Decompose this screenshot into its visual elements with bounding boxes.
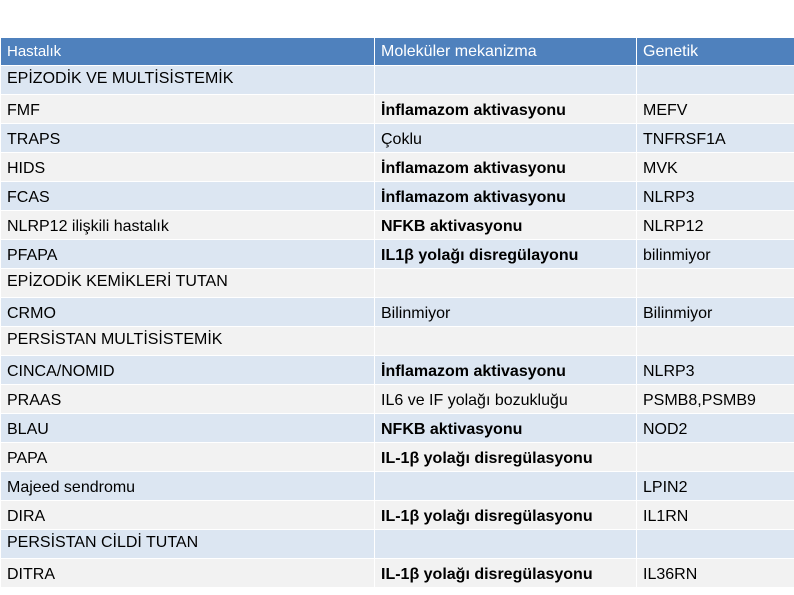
table-row xyxy=(1,211,794,240)
cell-mechanism: IL-1β yolağı disregülasyonu xyxy=(375,501,637,530)
cell-disease: FMF xyxy=(1,95,375,124)
cell-mechanism: İnflamazom aktivasyonu xyxy=(375,182,637,211)
header-genetic: Genetik xyxy=(637,38,794,66)
cell-mechanism: IL1β yolağı disregülayonu xyxy=(375,240,637,269)
cell-disease: PRAAS xyxy=(1,385,375,414)
table-row xyxy=(1,472,794,501)
cell-genetic: NOD2 xyxy=(637,414,794,443)
cell-mechanism: NFKB aktivasyonu xyxy=(375,414,637,443)
cell-genetic xyxy=(637,530,794,559)
cell-mechanism: İnflamazom aktivasyonu xyxy=(375,95,637,124)
table-row xyxy=(1,298,794,327)
cell-genetic: bilinmiyor xyxy=(637,240,794,269)
cell-disease: PAPA xyxy=(1,443,375,472)
table-row xyxy=(1,559,794,588)
cell-disease: HIDS xyxy=(1,153,375,182)
table-row xyxy=(1,95,794,124)
section-row xyxy=(1,269,794,298)
cell-mechanism: IL6 ve IF yolağı bozukluğu xyxy=(375,385,637,414)
cell-genetic: LPIN2 xyxy=(637,472,794,501)
cell-disease: PERSİSTAN CİLDİ TUTAN xyxy=(1,530,375,559)
cell-genetic: MEFV xyxy=(637,95,794,124)
disease-table xyxy=(0,37,794,588)
table-row xyxy=(1,443,794,472)
table-row xyxy=(1,153,794,182)
cell-mechanism xyxy=(375,66,637,95)
cell-mechanism: IL-1β yolağı disregülasyonu xyxy=(375,443,637,472)
cell-disease: EPİZODİK KEMİKLERİ TUTAN xyxy=(1,269,375,298)
cell-disease: EPİZODİK VE MULTİSİSTEMİK xyxy=(1,66,375,95)
cell-genetic xyxy=(637,66,794,95)
table-row xyxy=(1,385,794,414)
cell-genetic xyxy=(637,443,794,472)
cell-genetic: NLRP3 xyxy=(637,356,794,385)
cell-disease: TRAPS xyxy=(1,124,375,153)
cell-disease: Majeed sendromu xyxy=(1,472,375,501)
cell-mechanism: IL-1β yolağı disregülasyonu xyxy=(375,559,637,588)
cell-genetic xyxy=(637,269,794,298)
table-row xyxy=(1,414,794,443)
cell-genetic: TNFRSF1A xyxy=(637,124,794,153)
header-disease: Hastalık xyxy=(1,38,375,66)
section-row xyxy=(1,530,794,559)
cell-disease: DIRA xyxy=(1,501,375,530)
cell-disease: FCAS xyxy=(1,182,375,211)
cell-mechanism xyxy=(375,530,637,559)
cell-disease: PFAPA xyxy=(1,240,375,269)
cell-genetic: Bilinmiyor xyxy=(637,298,794,327)
cell-disease: BLAU xyxy=(1,414,375,443)
section-row xyxy=(1,66,794,95)
table-row xyxy=(1,240,794,269)
table-row xyxy=(1,182,794,211)
cell-genetic: NLRP12 xyxy=(637,211,794,240)
cell-mechanism xyxy=(375,327,637,356)
cell-mechanism: NFKB aktivasyonu xyxy=(375,211,637,240)
table-header-row xyxy=(1,38,794,66)
section-row xyxy=(1,327,794,356)
cell-genetic: IL36RN xyxy=(637,559,794,588)
table-row xyxy=(1,124,794,153)
cell-disease: NLRP12 ilişkili hastalık xyxy=(1,211,375,240)
cell-mechanism: Bilinmiyor xyxy=(375,298,637,327)
cell-mechanism: İnflamazom aktivasyonu xyxy=(375,356,637,385)
cell-disease: CINCA/NOMID xyxy=(1,356,375,385)
cell-mechanism xyxy=(375,269,637,298)
cell-genetic xyxy=(637,327,794,356)
table-row xyxy=(1,356,794,385)
cell-genetic: IL1RN xyxy=(637,501,794,530)
cell-mechanism xyxy=(375,472,637,501)
cell-genetic: PSMB8,PSMB9 xyxy=(637,385,794,414)
cell-mechanism: İnflamazom aktivasyonu xyxy=(375,153,637,182)
cell-genetic: NLRP3 xyxy=(637,182,794,211)
table-row xyxy=(1,501,794,530)
cell-genetic: MVK xyxy=(637,153,794,182)
header-mechanism: Moleküler mekanizma xyxy=(375,38,637,66)
cell-disease: CRMO xyxy=(1,298,375,327)
cell-mechanism: Çoklu xyxy=(375,124,637,153)
cell-disease: PERSİSTAN MULTİSİSTEMİK xyxy=(1,327,375,356)
cell-disease: DITRA xyxy=(1,559,375,588)
